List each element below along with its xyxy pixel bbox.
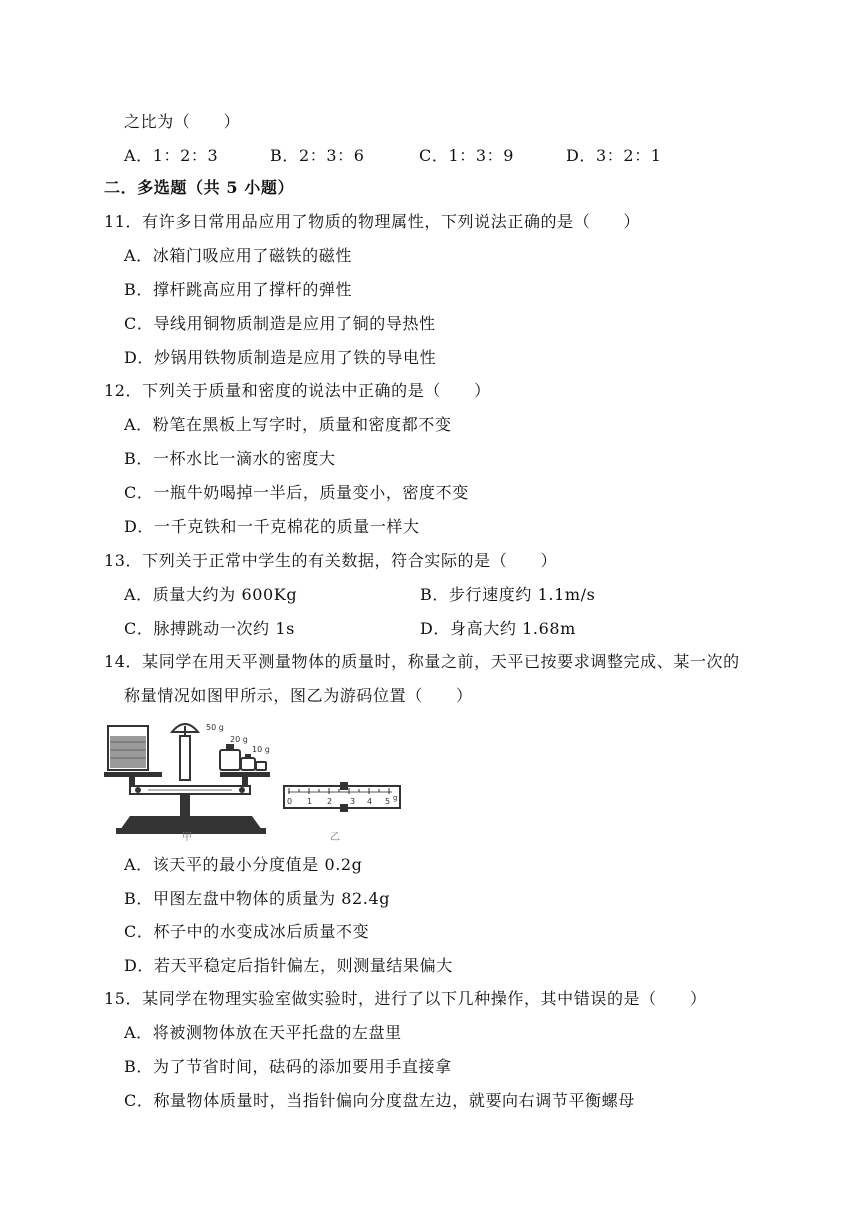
pointer-scale [172,724,198,780]
q13-stem: 13．下列关于正常中学生的有关数据，符合实际的是（ ） [104,551,558,570]
section-heading: 二．多选题（共 5 小题） [104,178,295,197]
q10-option-b: B．2：3：6 [270,146,365,165]
q12-option-a: A．粉笔在黑板上写字时，质量和密度都不变 [124,415,452,434]
q12-stem: 12．下列关于质量和密度的说法中正确的是（ ） [104,381,491,400]
q10-stem-tail: 之比为（ ） [124,112,241,131]
q11-stem: 11．有许多日常用品应用了物质的物理属性，下列说法正确的是（ ） [104,212,641,231]
balance-figure [102,714,402,842]
q12-option-b: B．一杯水比一滴水的密度大 [124,449,336,468]
q13-option-d: D．身高大约 1.68m [420,619,576,638]
q12-option-c: C．一瓶牛奶喝掉一半后，质量变小，密度不变 [124,483,469,502]
beam [130,786,250,794]
q15-stem: 15．某同学在物理实验室做实验时，进行了以下几种操作，其中错误的是（ ） [104,989,707,1008]
q15-option-a: A．将被测物体放在天平托盘的左盘里 [124,1023,402,1042]
q14-option-c: C．杯子中的水变成冰后质量不变 [124,922,370,941]
q14-option-b: B．甲图左盘中物体的质量为 82.4g [124,889,391,908]
weight-label-20: 20 g [230,735,248,744]
ruler-tick-5: 5 [385,797,391,806]
weight-label-50: 50 g [206,723,224,732]
label-yi: 乙 [330,832,340,842]
q12-option-d: D．一千克铁和一千克棉花的质量一样大 [124,517,420,536]
q11-option-d: D．炒锅用铁物质制造是应用了铁的导电性 [124,348,437,367]
q11-option-b: B．撑杆跳高应用了撑杆的弹性 [124,280,353,299]
q13-option-a: A．质量大约为 600Kg [124,585,298,604]
ruler-tick-2: 2 [327,797,333,806]
q11-option-c: C．导线用铜物质制造是应用了铜的导热性 [124,314,436,333]
rider-bottom [340,804,348,812]
q10-option-d: D．3：2：1 [566,146,662,165]
q10-option-c: C．1：3：9 [419,146,514,165]
weight-label-10: 10 g [252,745,270,754]
q14-option-a: A．该天平的最小分度值是 0.2g [124,855,363,874]
rider-ruler [284,782,400,812]
ruler-tick-3: 3 [350,797,356,806]
beaker-with-water [108,726,148,770]
ruler-tick-0: 0 [287,797,293,806]
q13-option-b: B．步行速度约 1.1m/s [420,585,596,604]
q13-option-c: C．脉搏跳动一次约 1s [124,619,295,638]
q14-stem-line1: 14．某同学在用天平测量物体的质量时，称量之前，天平已按要求调整完成、某一次的 [104,652,740,671]
q11-option-a: A．冰箱门吸应用了磁铁的磁性 [124,246,352,265]
q10-option-a: A．1：2：3 [124,146,219,165]
label-jia: 甲 [182,832,192,842]
balance-diagram [102,714,402,842]
q15-option-b: B．为了节省时间，砝码的添加要用手直接拿 [124,1057,452,1076]
q14-option-d: D．若天平稳定后指针偏左，则测量结果偏大 [124,956,453,975]
rider-top [340,782,348,790]
ruler-unit: g [393,794,398,802]
balance-base [116,794,266,834]
q14-stem-line2: 称量情况如图甲所示，图乙为游码位置（ ） [124,686,473,705]
right-pan [220,772,270,787]
ruler-tick-4: 4 [367,797,373,806]
ruler-tick-1: 1 [307,797,313,806]
q15-option-c: C．称量物体质量时，当指针偏向分度盘左边，就要向右调节平衡螺母 [124,1091,635,1110]
left-pan [104,772,162,787]
